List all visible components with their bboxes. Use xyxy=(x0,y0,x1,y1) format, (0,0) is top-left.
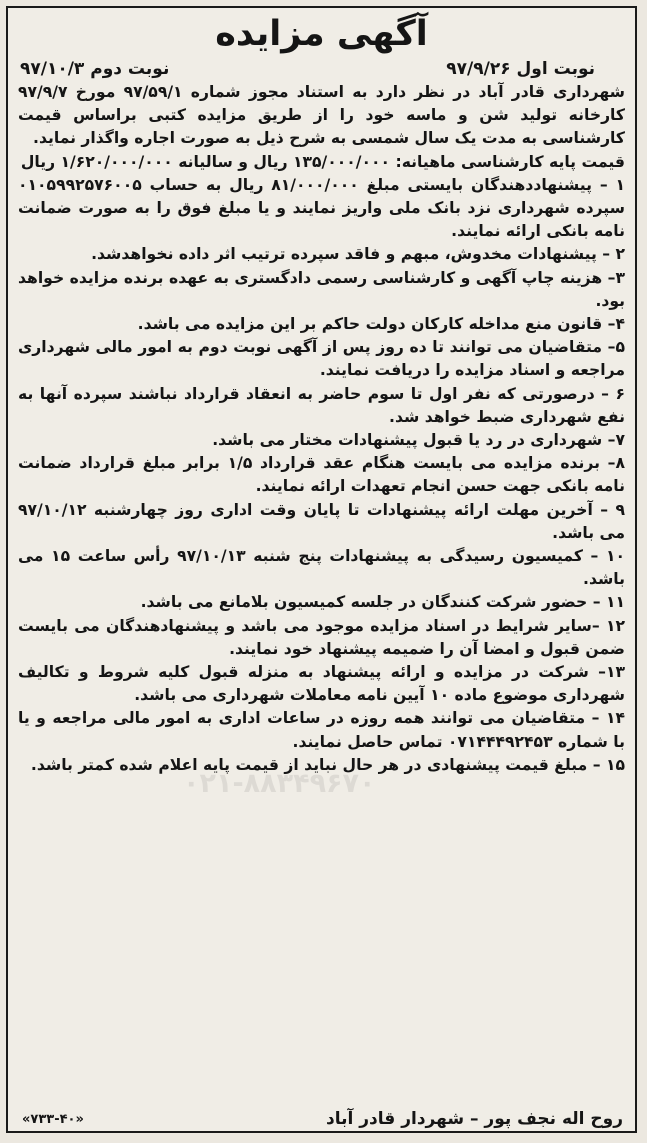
intro-paragraph: شهرداری قادر آباد در نظر دارد به استناد مجوز شماره ۹۷/۵۹/۱ مورخ ۹۷/۹/۷ کارخانه تولید شن و ماسه خود را از طریق مزایده کتبی براساس قیمت کارشناسی به مدت یک سال شمسی به شرح ذیل به صورت اجاره واگذار نماید. xyxy=(18,83,625,148)
condition-item-5: ۵– متقاضیان می توانند تا ده روز پس از آگهی نوبت دوم به امور مالی شهرداری مراجعه و اسناد مزایده را دریافت نمایند. xyxy=(18,338,625,380)
watermark-phone: ۰۲۱-۸۸۳۴۹۶۷۰ xyxy=(183,768,376,799)
condition-item-9: ۹ – آخرین مهلت ارائه پیشنهادات تا پایان وقت اداری روز چهارشنبه ۹۷/۱۰/۱۲ می باشد. xyxy=(18,500,625,542)
advertisement-frame xyxy=(6,6,637,1133)
condition-item-13: ۱۳– شرکت در مزایده و ارائه پیشنهاد به منزله قبول کلیه شروط و تکالیف شهرداری موضوع ماده ۱۰ آیین نامه معاملات شهرداری می باشد. xyxy=(18,663,625,705)
condition-item-15: ۱۵ – مبلغ قیمت پیشنهادی در هر حال نباید از قیمت پایه اعلام شده کمتر باشد. xyxy=(30,755,625,774)
condition-item-6: ۶ – درصورتی که نفر اول تا سوم حاضر به انعقاد قرارداد نباشند سپرده آنها به نفع شهرداری ضبط خواهد شد. xyxy=(18,384,625,426)
condition-item-11: ۱۱ – حضور شرکت کنندگان در جلسه کمیسیون بلامانع می باشد. xyxy=(140,593,625,612)
ad-footer xyxy=(8,1109,635,1129)
condition-item-7: ۷– شهرداری در رد یا قبول پیشنهادات مختار می باشد. xyxy=(212,431,625,450)
condition-item-10: ۱۰ – کمیسیون رسیدگی به پیشنهادات پنج شنبه ۹۷/۱۰/۱۳ رأس ساعت ۱۵ می باشد. xyxy=(18,547,625,589)
condition-item-1: ۱ – پیشنهاددهندگان بایستی مبلغ ۸۱/۰۰۰/۰۰۰ ریال به حساب ۰۱۰۵۹۹۲۵۷۶۰۰۵ سپرده شهرداری نزد بانک ملی واریز نمایند و یا مبلغ فوق را به صورت ضمانت نامه بانکی ارائه نمایند. xyxy=(18,175,625,241)
publication-rounds xyxy=(8,58,635,81)
condition-item-2: ۲ – پیشنهادات مخدوش، مبهم و فاقد سپرده ترتیب اثر داده نخواهدشد. xyxy=(91,245,625,264)
condition-item-14: ۱۴ – متقاضیان می توانند همه روزه در ساعات اداری به امور مالی مراجعه و یا با شماره ۰۷۱۴۴۴۹۲۴۵۳ تماس حاصل نمایند. xyxy=(18,709,625,751)
signature: روح اله نجف پور – شهردار قادر آباد xyxy=(326,1109,623,1129)
ad-body xyxy=(8,81,635,777)
condition-item-12: ۱۲ –سایر شرایط در اسناد مزایده موجود می باشد و پیشنهادهندگان می بایست ضمن قبول و امضا آن را ضمیمه پیشنهاد خود نمایند. xyxy=(18,616,625,658)
first-round: نوبت اول ۹۷/۹/۲۶ xyxy=(446,59,595,79)
condition-item-4: ۴– قانون منع مداخله کارکان دولت حاکم بر این مزایده می باشد. xyxy=(137,315,625,334)
second-round: نوبت دوم ۹۷/۱۰/۳ xyxy=(20,59,170,79)
condition-item-3: ۳– هزینه چاپ آگهی و کارشناسی رسمی دادگستری به عهده برنده مزایده خواهد بود. xyxy=(18,268,625,310)
base-price: قیمت پایه کارشناسی ماهیانه: ۱۳۵/۰۰۰/۰۰۰ ریال و سالیانه ۱/۶۲۰/۰۰۰/۰۰۰ ریال xyxy=(20,152,625,171)
condition-item-8: ۸– برنده مزایده می بایست هنگام عقد قرارداد ۱/۵ برابر مبلغ قرارداد ضمانت نامه بانکی جهت حسن انجام تعهدات ارائه نمایند. xyxy=(18,454,625,496)
ad-code: «۷۳۳-۴۰» xyxy=(22,1111,84,1127)
ad-title: آگهی مزایده xyxy=(215,14,428,54)
